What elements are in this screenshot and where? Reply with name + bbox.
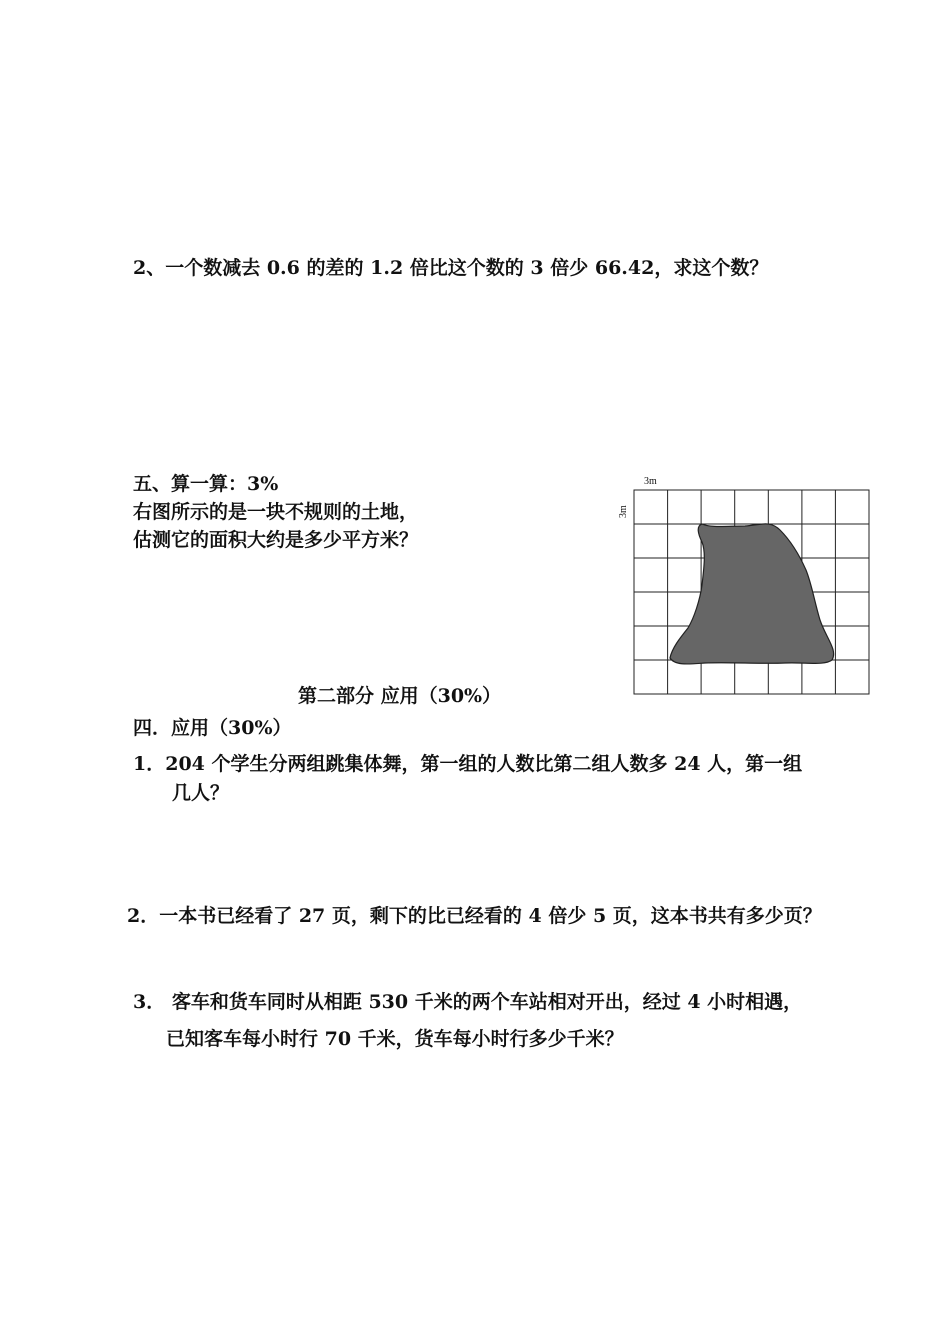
section-5-line-2: 估测它的面积大约是多少平方米？ (133, 529, 419, 551)
side-dimension-label: 3m (618, 505, 629, 518)
application-3-line-2: 已知客车每小时行 70 千米，货车每小时行多少千米？ (166, 1028, 624, 1050)
application-3-line-1: 3． 客车和货车同时从相距 530 千米的两个车站相对开出，经过 4 小时相遇， (133, 991, 803, 1013)
land-shape (670, 524, 834, 664)
section-5-title: 五、算一算：3% (133, 473, 279, 495)
irregular-land-figure (610, 470, 875, 700)
question-2: 2、一个数减去 0.6 的差的 1.2 倍比这个数的 3 倍少 66.42，求这个数？ (133, 257, 769, 279)
section-4-title: 四．应用（30%） (133, 717, 292, 739)
application-1-line-1: 1．204 个学生分两组跳集体舞，第一组的人数比第二组人数多 24 人，第一组 (133, 753, 803, 775)
part-2-title: 第二部分 应用（30%） (298, 685, 502, 707)
application-1-line-2: 几人？ (172, 782, 230, 804)
application-2: 2．一本书已经看了 27 页，剩下的比已经看的 4 倍少 5 页，这本书共有多少页？ (127, 905, 822, 927)
section-5-line-1: 右图所示的是一块不规则的土地， (133, 501, 419, 523)
top-dimension-label: 3m (644, 476, 657, 487)
